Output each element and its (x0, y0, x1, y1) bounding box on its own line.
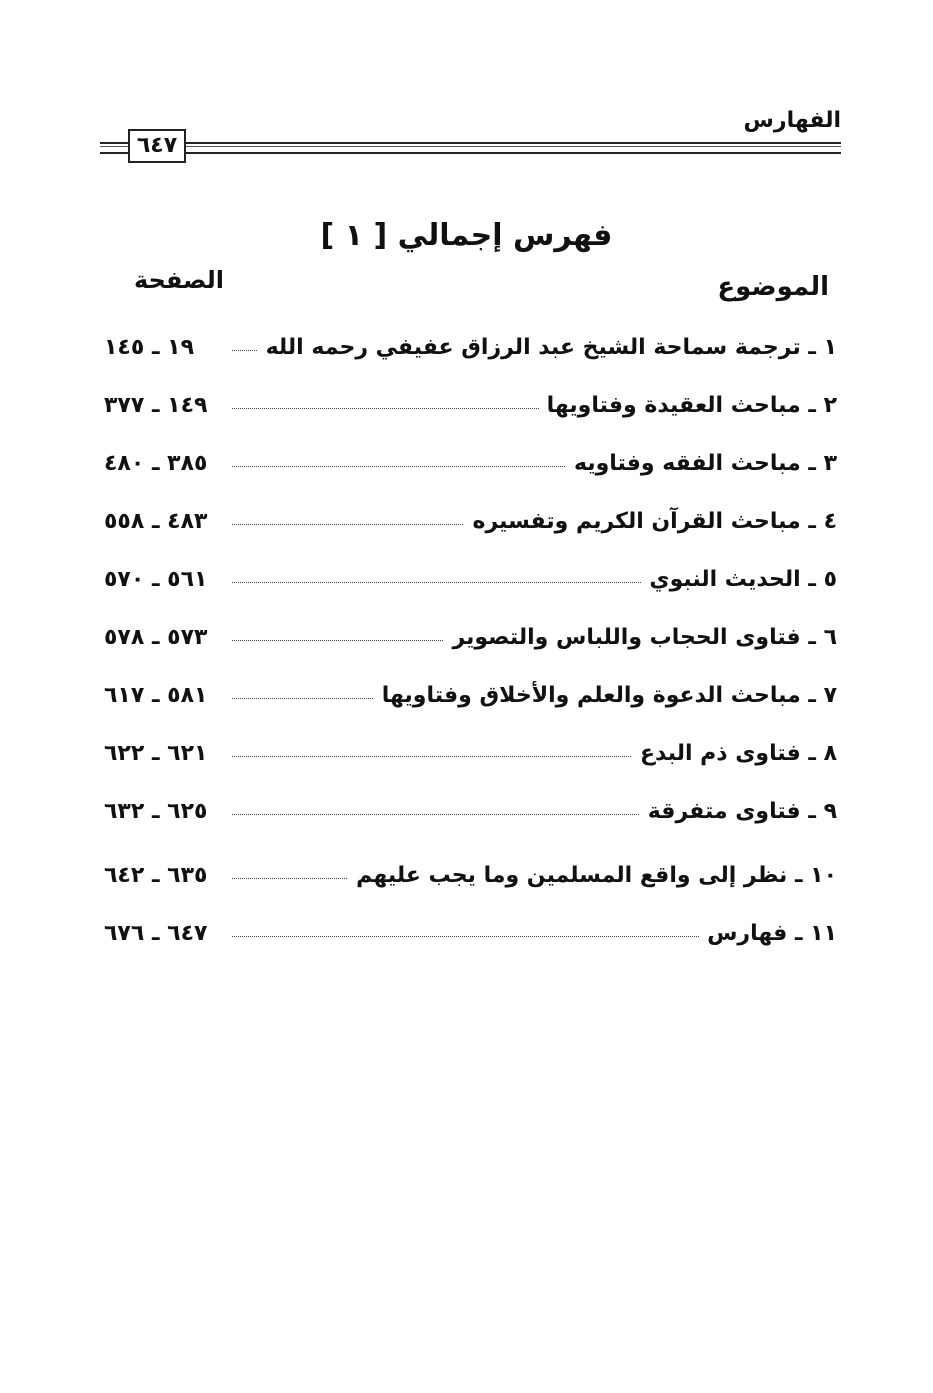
entry-pages: ١٤٩ ـ ٣٧٧ (104, 393, 208, 418)
entry-topic: ٤ ـ مباحث القرآن الكريم وتفسيره (464, 502, 837, 542)
index-entry (104, 618, 837, 658)
entry-pages: ٦٢١ ـ ٦٢٢ (104, 741, 208, 766)
page-number: ٦٤٧ (128, 129, 186, 163)
entry-pages: ٦٢٥ ـ ٦٣٢ (104, 799, 208, 824)
entry-topic: ٥ ـ الحديث النبوي (641, 560, 837, 600)
index-entry (104, 792, 837, 832)
index-entry (104, 856, 837, 896)
entry-pages: ٥٨١ ـ ٦١٧ (104, 683, 208, 708)
entry-topic: ٨ ـ فتاوى ذم البدع (632, 734, 837, 774)
entry-topic: ٧ ـ مباحث الدعوة والعلم والأخلاق وفتاويها (374, 676, 837, 716)
index-entry (104, 676, 837, 716)
entry-topic: ١٠ ـ نظر إلى واقع المسلمين وما يجب عليهم (348, 856, 837, 896)
index-entry (104, 734, 837, 774)
index-entry (104, 444, 837, 484)
column-header-topic: الموضوع (717, 272, 829, 302)
entry-topic: ٣ ـ مباحث الفقه وفتاويه (566, 444, 837, 484)
entry-pages: ٥٦١ ـ ٥٧٠ (104, 567, 208, 592)
entry-topic: ١ ـ ترجمة سماحة الشيخ عبد الرزاق عفيفي رحمه الله (258, 328, 837, 368)
entry-topic: ٢ ـ مباحث العقيدة وفتاويها (539, 386, 837, 426)
entry-pages: ١٩ ـ ١٤٥ (104, 335, 194, 360)
index-entry (104, 560, 837, 600)
index-entry (104, 502, 837, 542)
entry-topic: ٦ ـ فتاوى الحجاب واللباس والتصوير (444, 618, 837, 658)
index-entry (104, 386, 837, 426)
index-entry (104, 914, 837, 954)
column-header-page: الصفحة (134, 266, 225, 294)
entry-pages: ٥٧٣ ـ ٥٧٨ (104, 625, 208, 650)
entry-topic: ٩ ـ فتاوى متفرقة (640, 792, 837, 832)
header-rule (100, 142, 841, 154)
entry-pages: ٣٨٥ ـ ٤٨٠ (104, 451, 208, 476)
index-entry (104, 328, 837, 368)
entry-pages: ٦٤٧ ـ ٦٧٦ (104, 921, 208, 946)
entry-pages: ٤٨٣ ـ ٥٥٨ (104, 509, 208, 534)
entry-pages: ٦٣٥ ـ ٦٤٢ (104, 863, 208, 888)
running-header-title: الفهارس (743, 108, 841, 133)
index-title: فهرس إجمالي [ ١ ] (320, 218, 613, 253)
entry-topic: ١١ ـ فهارس (699, 914, 837, 954)
